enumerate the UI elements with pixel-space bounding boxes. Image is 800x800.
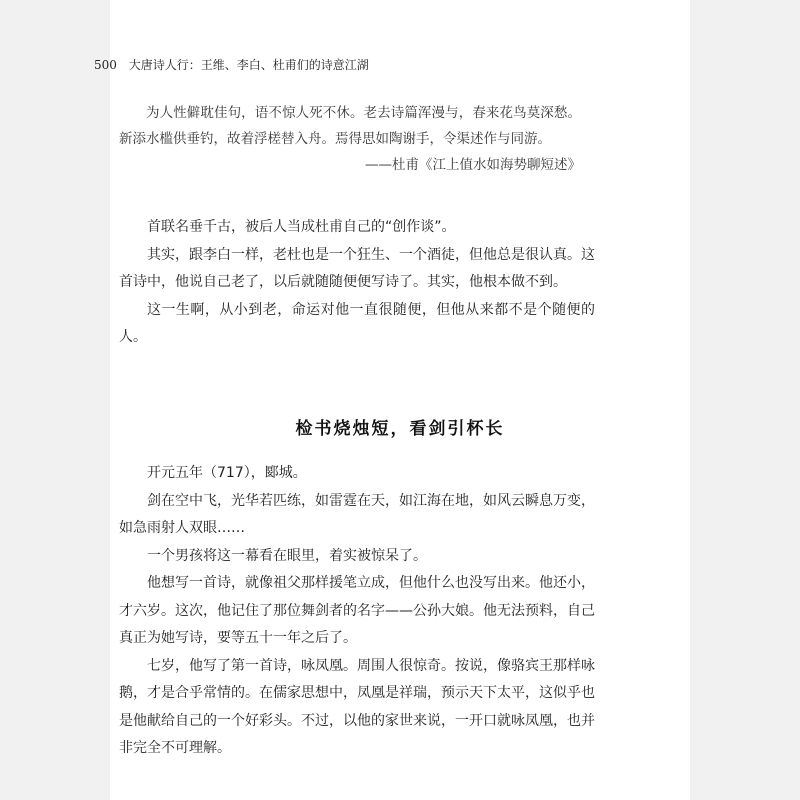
paragraph: 他想写一首诗，就像祖父那样援笔立成，但他什么也没写出来。他还小，才六岁。这次，他记住了那位舞剑者的名字——公孙大娘。他无法预料，自己真正为她写诗，要等五十一年之后了。 — [119, 575, 595, 646]
running-header — [94, 56, 369, 73]
section-heading: 检书烧烛短，看剑引杯长 — [295, 419, 505, 439]
paragraph: 这一生啊，从小到老，命运对他一直很随便，但他从来都不是个随便的人。 — [119, 301, 595, 345]
paragraph: 剑在空中飞，光华若匹练，如雷霆在天，如江海在地，如风云瞬息万变，如急雨射人双眼…… — [119, 492, 595, 536]
section-text — [119, 460, 595, 763]
paragraph: 首联名垂千古，被后人当成杜甫自己的“创作谈”。 — [147, 219, 456, 235]
intro-text — [119, 214, 595, 352]
paragraph: 其实，跟李白一样，老杜也是一个狂生、一个酒徒，但他总是很认真。这首诗中，他说自己老了，以后就随随便便写诗了。其实，他根本做不到。 — [119, 246, 595, 290]
epigraph-poem: 为人性僻耽佳句，语不惊人死不休。老去诗篇浑漫与，春来花鸟莫深愁。新添水槛供垂钓，故着浮槎替入舟。焉得思如陶谢手，令渠述作与同游。 — [119, 105, 581, 147]
paragraph: 七岁，他写了第一首诗，咏凤凰。周围人很惊奇。按说，像骆宾王那样咏鹅，才是合乎常情的。在儒家思想中，凤凰是祥瑞，预示天下太平，这似乎也是他献给自己的一个好彩头。不过，以他的家世来说，一开口就咏凤凰，也并非完全不可理解。 — [119, 657, 595, 756]
paragraph: 开元五年（717），郾城。 — [147, 465, 307, 481]
book-title: 大唐诗人行：王维、李白、杜甫们的诗意江湖 — [128, 58, 369, 72]
epigraph-block — [119, 100, 581, 178]
epigraph-source: ——杜甫《江上值水如海势聊短述》 — [365, 157, 581, 173]
paragraph: 一个男孩将这一幕看在眼里，着实被惊呆了。 — [147, 547, 427, 564]
page-number: 500 — [94, 58, 117, 72]
